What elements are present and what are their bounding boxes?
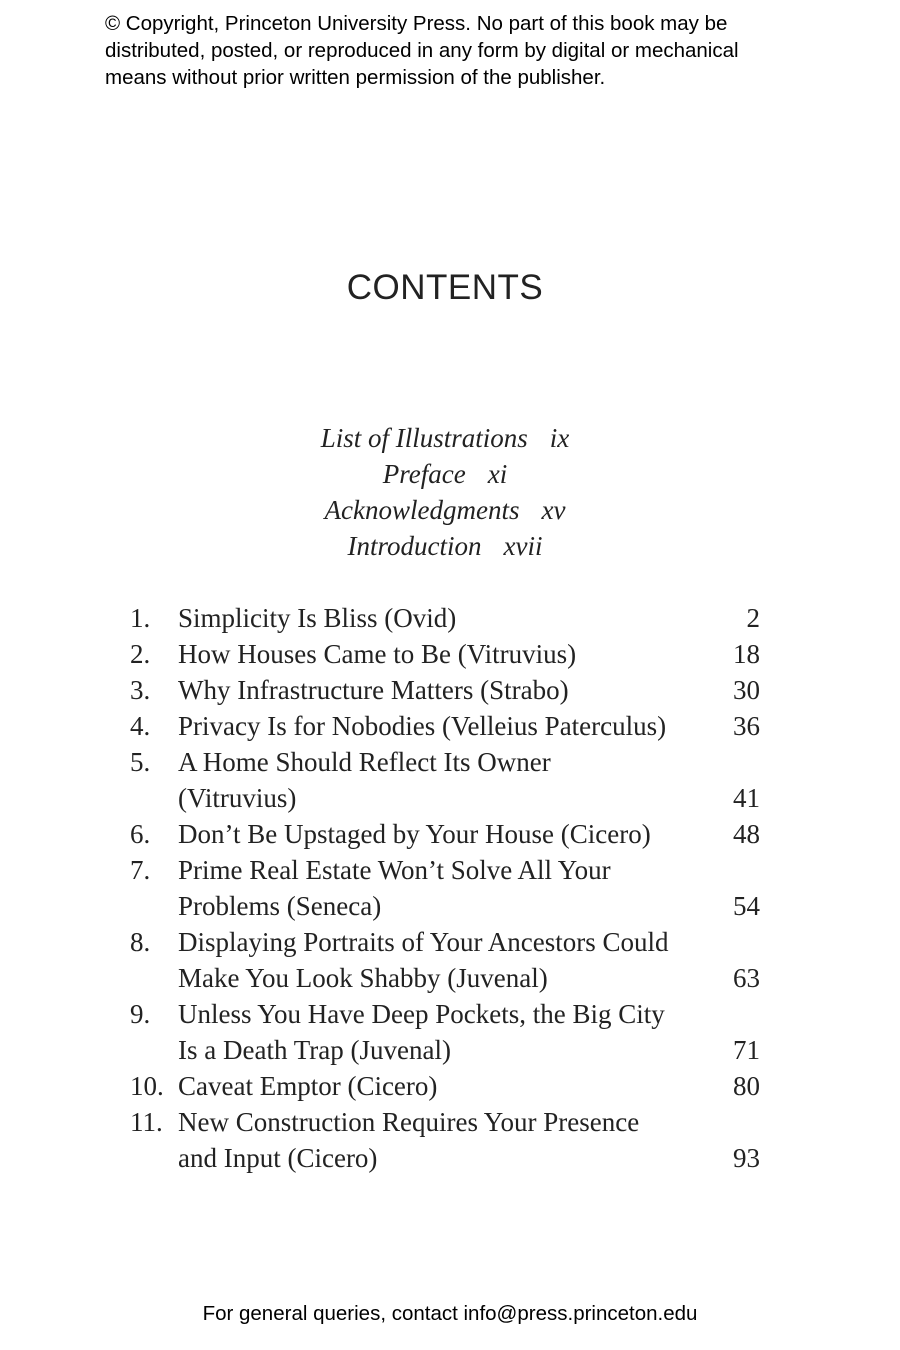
chapter-entry <box>130 996 760 1068</box>
front-matter-item <box>0 456 890 492</box>
chapter-page: 63 <box>733 963 760 993</box>
copyright-notice <box>105 10 825 91</box>
chapter-title-line: Is a Death Trap (Juvenal) <box>178 1035 451 1065</box>
chapter-title-line: Prime Real Estate Won’t Solve All Your <box>178 855 611 885</box>
chapter-title-line: Displaying Portraits of Your Ancestors Could <box>178 927 669 957</box>
chapter-title-line: A Home Should Reflect Its Owner <box>178 747 551 777</box>
front-matter-label: Preface <box>382 459 466 489</box>
chapter-page: 41 <box>733 783 760 813</box>
front-matter-item <box>0 420 890 456</box>
chapter-title <box>178 636 700 672</box>
footer-contact: For general queries, contact info@press.princeton.edu <box>202 1302 698 1325</box>
chapter-title-line: Problems (Seneca) <box>178 891 382 921</box>
chapter-page: 54 <box>733 891 760 921</box>
chapter-entry <box>130 708 760 744</box>
chapter-entry <box>130 600 760 636</box>
chapter-page: 71 <box>733 1035 760 1065</box>
chapter-title <box>178 744 700 816</box>
chapter-page: 36 <box>733 711 760 741</box>
chapter-title <box>178 1104 700 1176</box>
chapter-entry <box>130 1068 760 1104</box>
chapter-number: 5. <box>130 747 151 777</box>
chapter-number: 8. <box>130 927 151 957</box>
chapter-entry <box>130 744 760 816</box>
front-matter-list <box>0 420 890 564</box>
chapter-title <box>178 708 700 744</box>
chapter-entry <box>130 852 760 924</box>
front-matter-label: List of Illustrations <box>320 423 528 453</box>
chapter-number: 6. <box>130 819 151 849</box>
front-matter-label: Acknowledgments <box>324 495 520 525</box>
front-matter-label: Introduction <box>347 531 482 561</box>
chapter-entry <box>130 672 760 708</box>
front-matter-page: xv <box>541 495 566 525</box>
chapter-page: 93 <box>733 1143 760 1173</box>
chapter-number: 9. <box>130 999 151 1029</box>
chapter-title-line: Simplicity Is Bliss (Ovid) <box>178 603 457 633</box>
copyright-line: © Copyright, Princeton University Press. No part of this book may be <box>105 12 728 35</box>
chapter-title <box>178 1068 700 1104</box>
chapter-title <box>178 816 700 852</box>
chapter-title <box>178 852 700 924</box>
chapter-title-line: (Vitruvius) <box>178 783 297 813</box>
chapter-page: 30 <box>733 675 760 705</box>
chapter-title-line: Why Infrastructure Matters (Strabo) <box>178 675 569 705</box>
chapter-page: 2 <box>746 603 760 633</box>
chapter-number: 2. <box>130 639 151 669</box>
chapter-title <box>178 672 700 708</box>
chapter-title-line: Make You Look Shabby (Juvenal) <box>178 963 548 993</box>
chapter-page: 48 <box>733 819 760 849</box>
chapter-list <box>130 600 760 1176</box>
chapter-title-line: Don’t Be Upstaged by Your House (Cicero) <box>178 819 651 849</box>
chapter-entry <box>130 816 760 852</box>
chapter-title-line: Caveat Emptor (Cicero) <box>178 1071 438 1101</box>
chapter-title-line: New Construction Requires Your Presence <box>178 1107 640 1137</box>
chapter-title <box>178 996 700 1068</box>
front-matter-page: xi <box>487 459 508 489</box>
copyright-line: distributed, posted, or reproduced in any form by digital or mechanical <box>105 39 739 62</box>
chapter-entry <box>130 924 760 996</box>
chapter-page: 18 <box>733 639 760 669</box>
chapter-number: 7. <box>130 855 151 885</box>
chapter-title-line: Unless You Have Deep Pockets, the Big City <box>178 999 665 1029</box>
chapter-number: 4. <box>130 711 151 741</box>
copyright-line: means without prior written permission of the publisher. <box>105 66 606 89</box>
front-matter-item <box>0 528 890 564</box>
front-matter-item <box>0 492 890 528</box>
chapter-page: 80 <box>733 1071 760 1101</box>
chapter-number: 3. <box>130 675 151 705</box>
chapter-number: 10. <box>130 1071 164 1101</box>
chapter-title <box>178 924 700 996</box>
chapter-title-line: and Input (Cicero) <box>178 1143 378 1173</box>
chapter-entry <box>130 1104 760 1176</box>
chapter-entry <box>130 636 760 672</box>
chapter-number: 1. <box>130 603 151 633</box>
page-title: CONTENTS <box>346 268 544 307</box>
front-matter-page: ix <box>549 423 570 453</box>
chapter-title-line: How Houses Came to Be (Vitruvius) <box>178 639 577 669</box>
chapter-title <box>178 600 700 636</box>
front-matter-page: xvii <box>503 531 543 561</box>
chapter-title-line: Privacy Is for Nobodies (Velleius Paterculus) <box>178 711 667 741</box>
chapter-number: 11. <box>130 1107 163 1137</box>
